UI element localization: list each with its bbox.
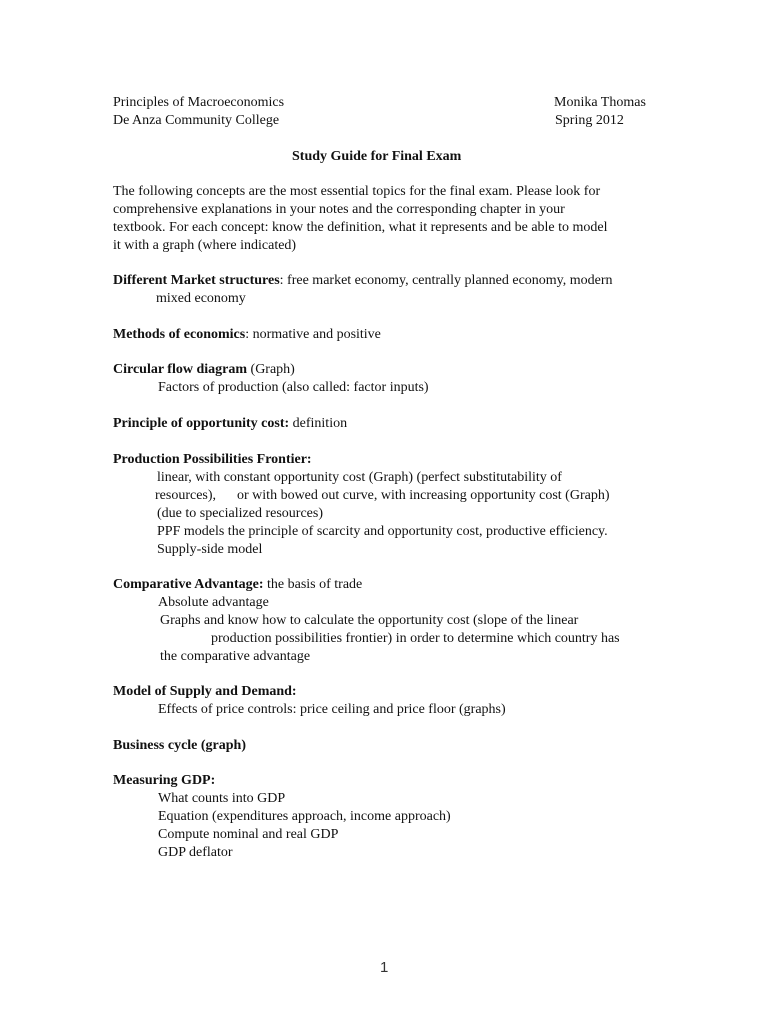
section-heading: Comparative Advantage:	[113, 577, 264, 592]
section-heading: Business cycle (graph)	[113, 738, 246, 753]
list-item: linear, with constant opportunity cost (Graph) (perfect substitutability of	[157, 470, 562, 485]
section-heading: Methods of economics	[113, 327, 246, 342]
section-heading: Production Possibilities Frontier:	[113, 452, 312, 467]
section-text: the basis of trade	[263, 577, 363, 592]
section-text: mixed economy	[156, 291, 246, 306]
section-comparative	[113, 576, 362, 594]
course-title: Principles of Macroeconomics	[113, 95, 285, 110]
list-item: GDP deflator	[158, 845, 233, 860]
section-heading: Measuring GDP:	[113, 773, 216, 788]
list-item: Equation (expenditures approach, income approach)	[158, 809, 451, 824]
section-methods	[113, 326, 381, 344]
page-title: Study Guide for Final Exam	[292, 149, 462, 164]
section-circular	[113, 361, 295, 379]
list-item: Compute nominal and real GDP	[158, 827, 339, 842]
list-item: (due to specialized resources)	[157, 506, 323, 521]
section-text: : normative and positive	[245, 327, 381, 342]
list-item: Factors of production (also called: factor inputs)	[158, 380, 429, 395]
section-heading: Different Market structures	[113, 273, 280, 288]
list-item: What counts into GDP	[158, 791, 286, 806]
section-heading: Circular flow diagram	[113, 362, 248, 377]
section-heading: Model of Supply and Demand:	[113, 684, 297, 699]
section-heading: Principle of opportunity cost:	[113, 416, 290, 431]
intro-line: comprehensive explanations in your notes and the corresponding chapter in your	[113, 202, 565, 217]
list-item: Effects of price controls: price ceiling and price floor (graphs)	[158, 702, 506, 717]
intro-line: it with a graph (where indicated)	[113, 238, 297, 253]
section-text: definition	[289, 416, 348, 431]
page-number: 1	[380, 959, 389, 976]
list-item: Graphs and know how to calculate the opportunity cost (slope of the linear	[160, 613, 579, 628]
section-text: : free market economy, centrally planned economy, modern	[279, 273, 613, 288]
author-name: Monika Thomas	[554, 95, 646, 110]
list-item: the comparative advantage	[160, 649, 311, 664]
list-item: PPF models the principle of scarcity and opportunity cost, productive efficiency.	[157, 524, 608, 539]
intro-line: The following concepts are the most essential topics for the final exam. Please look for	[113, 184, 601, 199]
list-item: Absolute advantage	[158, 595, 269, 610]
section-market	[113, 272, 613, 290]
intro-line: textbook. For each concept: know the definition, what it represents and be able to model	[113, 220, 608, 235]
college-name: De Anza Community College	[113, 113, 280, 128]
list-item: Supply-side model	[157, 542, 263, 557]
list-item: resources), or with bowed out curve, with increasing opportunity cost (Graph)	[155, 488, 610, 503]
section-text: (Graph)	[247, 362, 295, 377]
section-opportunity	[113, 415, 347, 433]
term: Spring 2012	[555, 113, 624, 128]
list-item: production possibilities frontier) in order to determine which country has	[211, 631, 620, 646]
